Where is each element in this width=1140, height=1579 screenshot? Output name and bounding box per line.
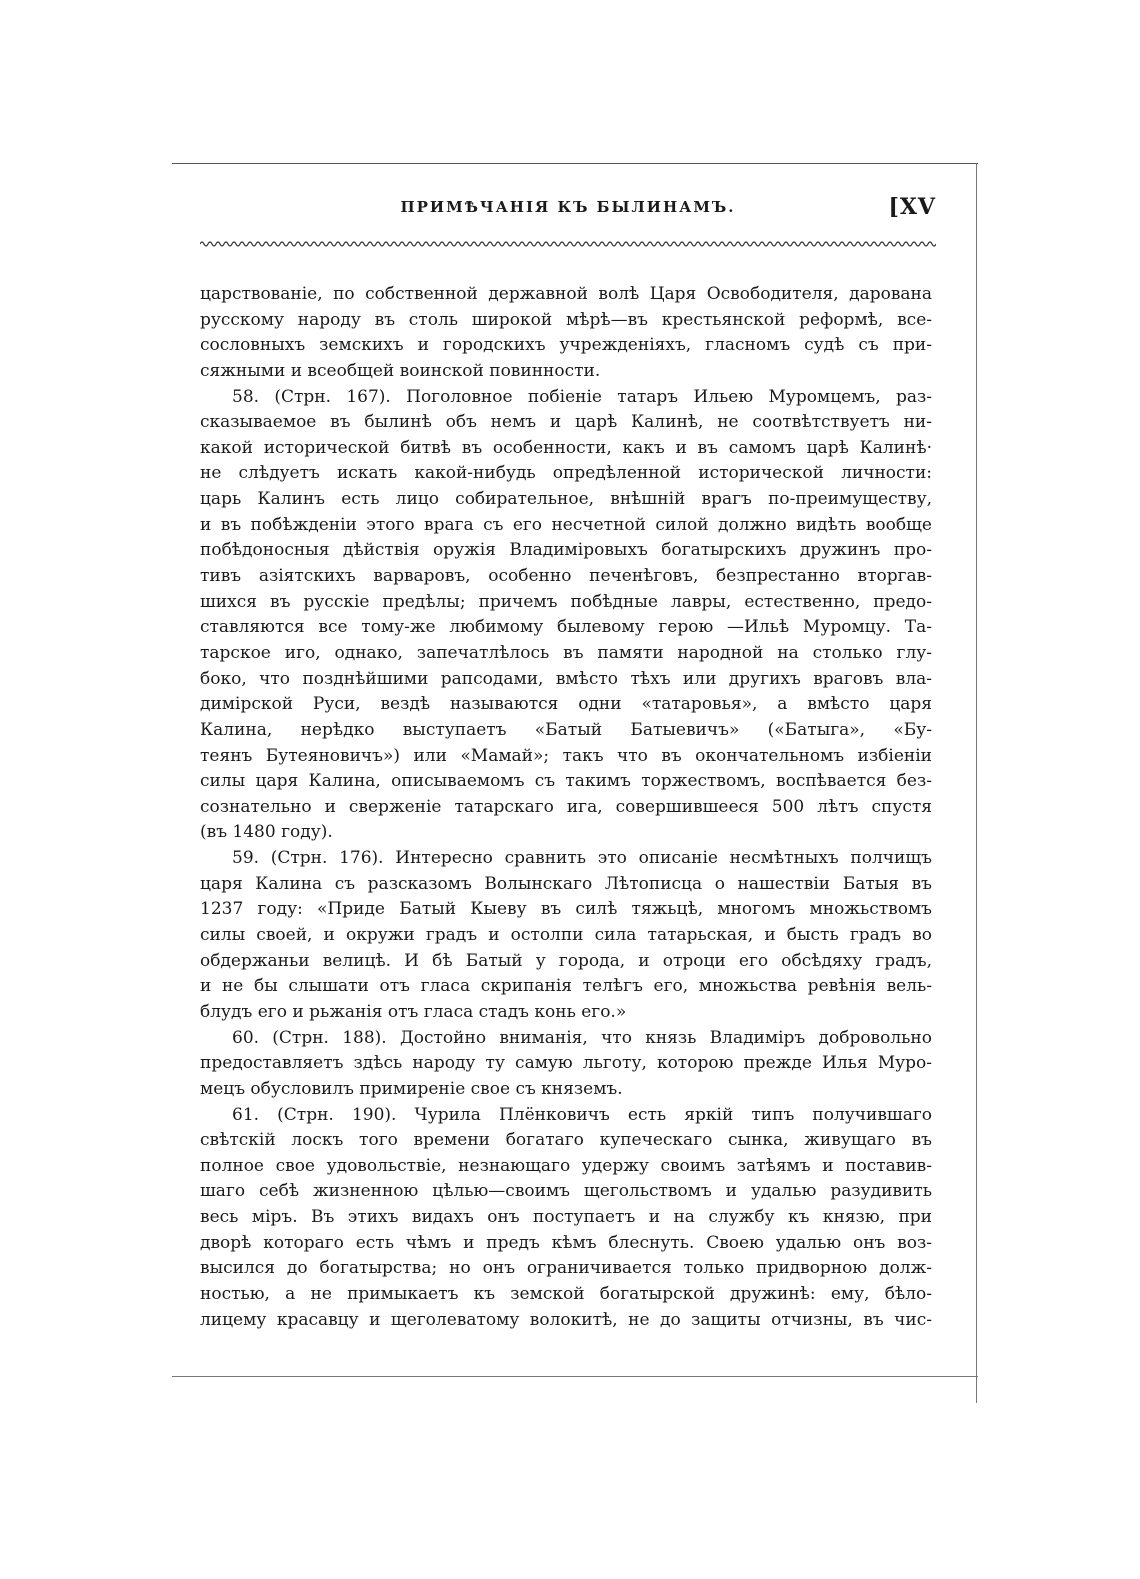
text-line: сяжными и всеобщей воинской повинности.: [200, 360, 601, 381]
text-line: и не бы слышати отъ гласа скрипанія телѣгъ его, множьства ревѣнія вель-: [200, 976, 932, 997]
text-line: силы царя Калина, описываемомъ съ такимъ торжествомъ, воспѣвается без-: [200, 771, 932, 792]
wavy-rule: [200, 238, 936, 250]
text-line: шаго себѣ жизненною цѣлью—своимъ щегольствомъ и удалью разудивить: [200, 1181, 932, 1202]
text-line: ставляются все тому-же любимому былевому герою —Ильѣ Муромцу. Та-: [200, 617, 932, 638]
top-frame-rule: [172, 163, 978, 164]
text-line: димірской Руси, вездѣ называются одни «татаровья», а вмѣсто царя: [200, 694, 932, 715]
text-line: побѣдоносныя дѣйствія оружія Владиміровыхъ богатырскихъ дружинъ про-: [200, 540, 932, 561]
text-line: не слѣдуетъ искать какой-нибудь опредѣленной исторической личности:: [200, 463, 932, 484]
text-line: предоставляетъ здѣсь народу ту самую льготу, которою прежде Илья Муро-: [200, 1053, 932, 1074]
text-line: сказываемое въ былинѣ объ немъ и царѣ Калинѣ, не соотвѣтствуетъ ни-: [200, 412, 932, 433]
text-line: обдержаньи велицѣ. И бѣ Батый у города, и отроци его обсѣдяху градъ,: [200, 950, 932, 971]
text-line: блудъ его и рьжанія отъ гласа стадъ конь его.»: [200, 1001, 627, 1022]
text-line: дворѣ котораго есть чѣмъ и предъ кѣмъ блеснуть. Своею удалью онъ воз-: [200, 1232, 932, 1253]
text-line: тивъ азіятскихъ варваровъ, особенно печенѣговъ, безпрестанно вторгав-: [200, 566, 932, 587]
text-line: лицему красавцу и щеголеватому волокитѣ, не до защиты отчизны, въ чис-: [200, 1309, 932, 1330]
text-line: Калина, нерѣдко выступаетъ «Батый Батыевичъ» («Батыга», «Бу-: [200, 719, 932, 740]
page-number: [XV: [888, 194, 936, 220]
text-body: [200, 282, 932, 1333]
text-line: весь міръ. Въ этихъ видахъ онъ поступаетъ и на службу къ князю, при: [200, 1207, 932, 1228]
text-line: русскому народу въ столь широкой мѣрѣ—въ крестьянской реформѣ, все-: [200, 309, 932, 330]
text-line: силы своей, и окружи градъ и остолпи сила татарьская, и бысть градъ во: [200, 925, 932, 946]
text-line: теянъ Бутеяновичъ») или «Мамай»; такъ что въ окончательномъ избіеніи: [200, 745, 932, 766]
text-line: тарское иго, однако, запечатлѣлось въ памяти народной на столько глу-: [200, 642, 932, 663]
text-line: и въ побѣжденіи этого врага съ его несчетной силой должно видѣть вообще: [200, 514, 932, 535]
text-line: 59. (Стрн. 176). Интересно сравнить это описаніе несмѣтныхъ полчищъ: [232, 848, 932, 869]
text-line: 61. (Стрн. 190). Чурила Плёнковичъ есть яркій типъ получившаго: [232, 1104, 932, 1125]
text-line: сословныхъ земскихъ и городскихъ учрежденіяхъ, гласномъ судѣ съ при-: [200, 335, 932, 356]
text-line: боко, что позднѣйшими рапсодами, вмѣсто тѣхъ или другихъ враговъ вла-: [200, 668, 932, 689]
text-line: (въ 1480 году).: [200, 822, 333, 843]
text-line: свѣтскій лоскъ того времени богатаго купеческаго сынка, живущаго въ: [200, 1130, 932, 1151]
text-line: шихся въ русскіе предѣлы; причемъ побѣдные лавры, естественно, предо-: [200, 591, 932, 612]
text-line: 1237 году: «Приде Батый Кыеву въ силѣ тяжьцѣ, многомъ множьствомъ: [200, 899, 932, 920]
text-line: мецъ обусловилъ примиреніе свое съ княземъ.: [200, 1078, 623, 1099]
text-line: ностью, а не примыкаетъ къ земской богатырской дружинѣ: ему, бѣло-: [200, 1283, 932, 1304]
text-line: полное свое удовольствіе, незнающаго удержу своимъ затѣямъ и поставив-: [200, 1155, 932, 1176]
text-line: царя Калина съ разсказомъ Волынскаго Лѣтописца о нашествіи Батыя въ: [200, 873, 932, 894]
page-header: [200, 196, 936, 228]
text-line: царствованіе, по собственной державной волѣ Царя Освободителя, дарована: [200, 284, 932, 304]
bottom-frame-rule: [172, 1376, 978, 1377]
text-line: 58. (Стрн. 167). Поголовное побіеніе татаръ Ильею Муромцемъ, раз-: [232, 386, 932, 407]
right-frame-rule: [976, 163, 977, 1403]
text-line: царь Калинъ есть лицо собирательное, внѣшній врагъ по-преимуществу,: [200, 489, 932, 510]
text-line: высился до богатырства; но онъ ограничивается только придворною долж-: [200, 1258, 932, 1279]
text-line: какой исторической битвѣ въ особенности, какъ и въ самомъ царѣ Калинѣ·: [200, 437, 932, 458]
running-title: ПРИМѢЧАНІЯ КЪ БЫЛИНАМЪ.: [400, 198, 736, 216]
text-line: 60. (Стрн. 188). Достойно вниманія, что князь Владиміръ добровольно: [232, 1027, 932, 1048]
text-line: сознательно и сверженіе татарскаго ига, совершившееся 500 лѣтъ спустя: [200, 796, 932, 817]
